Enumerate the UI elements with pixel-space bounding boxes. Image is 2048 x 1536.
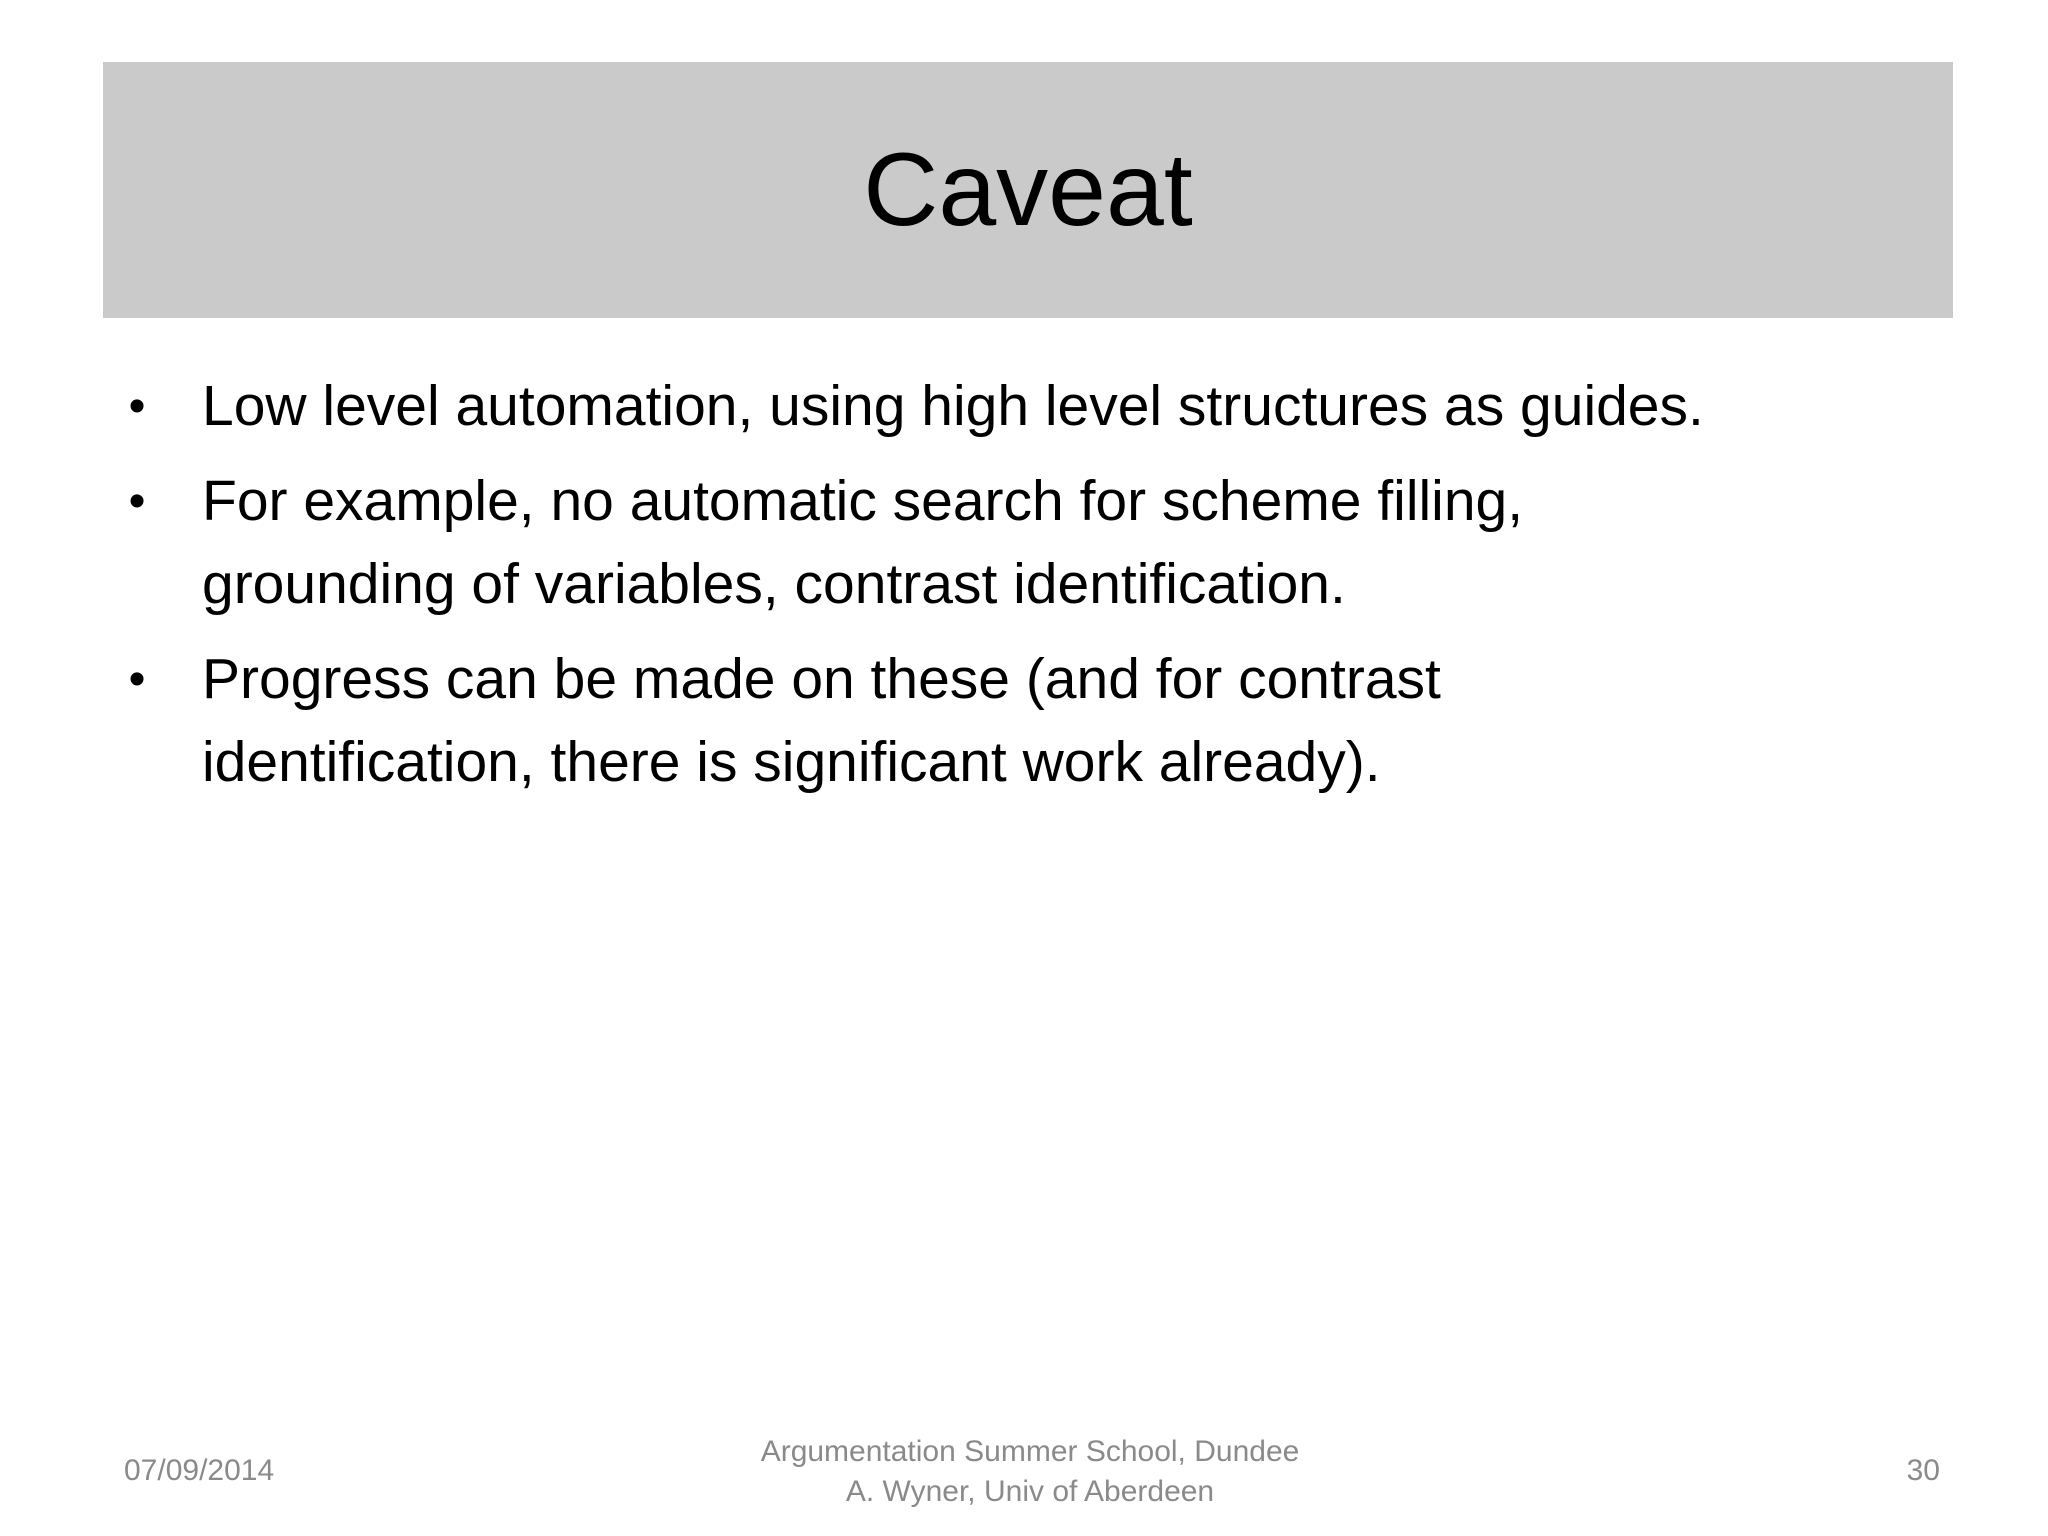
bullet-text-2: For example, no automatic search for scheme filling, grounding of variables, contrast identification.	[202, 469, 1524, 616]
footer-center	[630, 1432, 1430, 1512]
bullet-item-3	[122, 638, 1722, 804]
bullet-item-1	[122, 365, 1922, 448]
bullet-text-1: Low level automation, using high level structures as guides.	[202, 374, 1704, 438]
bullet-text-3: Progress can be made on these (and for contrast identification, there is significant work already).	[202, 647, 1441, 794]
footer-date: 07/09/2014	[124, 1454, 275, 1487]
bullet-dot-icon: •	[128, 653, 146, 706]
slide-title: Caveat	[863, 132, 1193, 248]
bullet-dot-icon: •	[128, 380, 146, 433]
page-number: 30	[1906, 1454, 1940, 1487]
bullet-item-2	[122, 460, 1782, 626]
footer-author: A. Wyner, Univ of Aberdeen	[845, 1475, 1215, 1508]
bullet-list	[122, 365, 1922, 816]
title-bar	[103, 62, 1953, 318]
footer-event: Argumentation Summer School, Dundee	[760, 1435, 1300, 1468]
bullet-dot-icon: •	[128, 475, 146, 528]
